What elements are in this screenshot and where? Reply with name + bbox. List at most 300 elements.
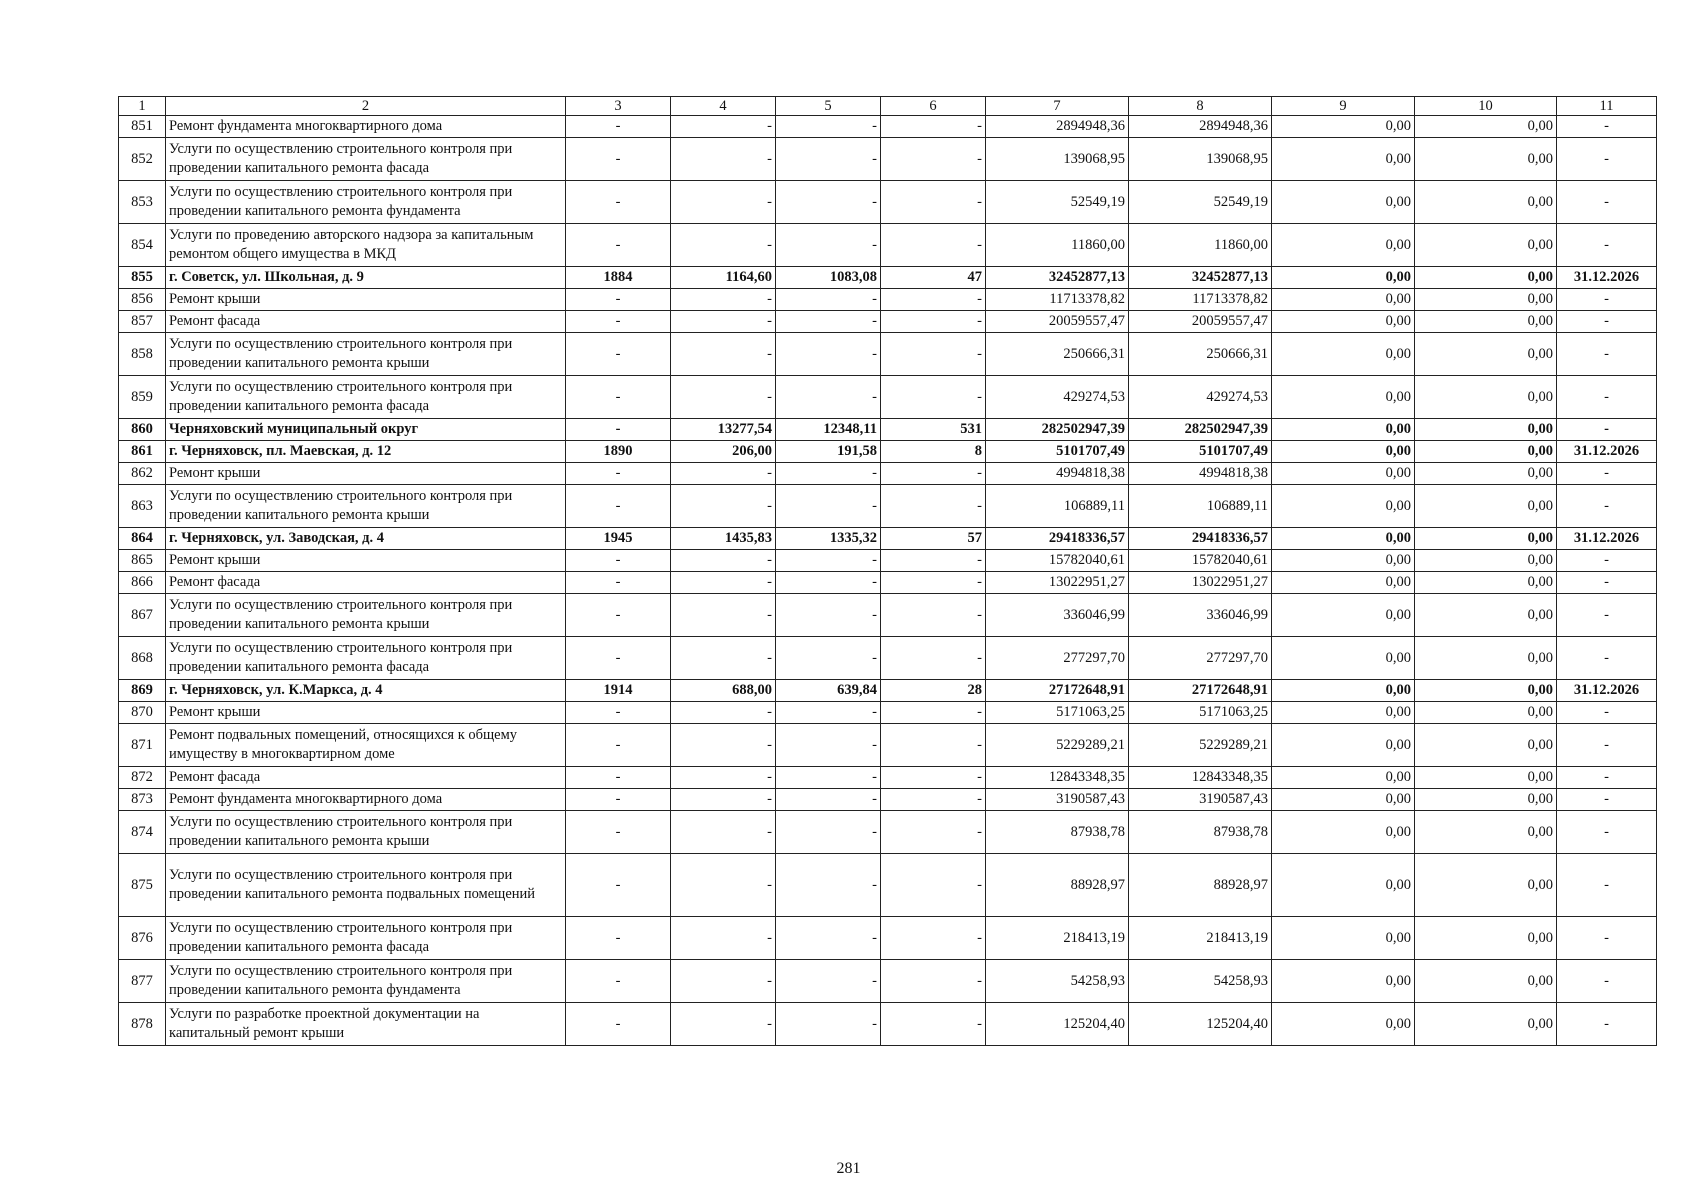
residents-cell: - [881,463,986,485]
residents-cell: - [881,1003,986,1046]
year-cell: - [566,224,671,267]
fund-cost-cell: 277297,70 [1129,637,1272,680]
row-number-cell: 873 [119,789,166,811]
work-name-cell: Услуги по осуществлению строительного контроля при проведении капитального ремонта фасада [166,376,566,419]
residents-cell: 57 [881,528,986,550]
work-name-cell: Услуги по проведению авторского надзора за капитальным ремонтом общего имущества в МКД [166,224,566,267]
total-cost-cell: 32452877,13 [986,267,1129,289]
owners-cost-cell: 0,00 [1415,333,1557,376]
table-row [119,138,1657,181]
fund-cost-cell: 125204,40 [1129,1003,1272,1046]
total-cost-cell: 13022951,27 [986,572,1129,594]
total-cost-cell: 282502947,39 [986,419,1129,441]
year-cell: - [566,463,671,485]
total-area-cell: - [671,333,776,376]
deadline-cell: - [1557,463,1657,485]
header-cell: 2 [166,97,566,116]
table-row [119,960,1657,1003]
work-name-cell: Услуги по осуществлению строительного контроля при проведении капитального ремонта крыши [166,333,566,376]
fund-cost-cell: 52549,19 [1129,181,1272,224]
residents-cell: - [881,917,986,960]
living-area-cell: - [776,594,881,637]
work-name-cell: Ремонт фундамента многоквартирного дома [166,789,566,811]
residents-cell: - [881,594,986,637]
residents-cell: - [881,572,986,594]
total-cost-cell: 277297,70 [986,637,1129,680]
total-cost-cell: 429274,53 [986,376,1129,419]
fund-cost-cell: 32452877,13 [1129,267,1272,289]
repair-schedule-table [118,96,1657,1046]
row-number-cell: 853 [119,181,166,224]
total-area-cell: - [671,637,776,680]
total-area-cell: - [671,1003,776,1046]
year-cell: - [566,960,671,1003]
owners-cost-cell: 0,00 [1415,267,1557,289]
fund-cost-cell: 20059557,47 [1129,311,1272,333]
total-area-cell: - [671,702,776,724]
row-number-cell: 857 [119,311,166,333]
living-area-cell: - [776,854,881,917]
year-cell: - [566,724,671,767]
budget-cost-cell: 0,00 [1272,267,1415,289]
total-area-cell: 688,00 [671,680,776,702]
deadline-cell: - [1557,724,1657,767]
budget-cost-cell: 0,00 [1272,376,1415,419]
owners-cost-cell: 0,00 [1415,550,1557,572]
budget-cost-cell: 0,00 [1272,116,1415,138]
total-cost-cell: 11860,00 [986,224,1129,267]
table-row [119,680,1657,702]
total-area-cell: - [671,485,776,528]
year-cell: - [566,289,671,311]
owners-cost-cell: 0,00 [1415,289,1557,311]
table-row [119,789,1657,811]
table-row [119,485,1657,528]
table-row [119,854,1657,917]
deadline-cell: - [1557,138,1657,181]
fund-cost-cell: 250666,31 [1129,333,1272,376]
living-area-cell: - [776,637,881,680]
residents-cell: - [881,311,986,333]
table-row [119,463,1657,485]
row-number-cell: 869 [119,680,166,702]
total-cost-cell: 5229289,21 [986,724,1129,767]
living-area-cell: - [776,333,881,376]
work-name-cell: г. Черняховск, пл. Маевская, д. 12 [166,441,566,463]
owners-cost-cell: 0,00 [1415,724,1557,767]
total-cost-cell: 5171063,25 [986,702,1129,724]
budget-cost-cell: 0,00 [1272,854,1415,917]
year-cell: - [566,789,671,811]
total-area-cell: - [671,594,776,637]
fund-cost-cell: 54258,93 [1129,960,1272,1003]
header-cell: 8 [1129,97,1272,116]
budget-cost-cell: 0,00 [1272,289,1415,311]
budget-cost-cell: 0,00 [1272,917,1415,960]
header-cell: 5 [776,97,881,116]
total-cost-cell: 5101707,49 [986,441,1129,463]
deadline-cell: - [1557,419,1657,441]
work-name-cell: Услуги по осуществлению строительного контроля при проведении капитального ремонта подвальных помещений [166,854,566,917]
table-row [119,1003,1657,1046]
owners-cost-cell: 0,00 [1415,138,1557,181]
table-row [119,811,1657,854]
deadline-cell: - [1557,485,1657,528]
row-number-cell: 872 [119,767,166,789]
living-area-cell: - [776,485,881,528]
total-area-cell: - [671,463,776,485]
residents-cell: - [881,376,986,419]
owners-cost-cell: 0,00 [1415,854,1557,917]
work-name-cell: Услуги по осуществлению строительного контроля при проведении капитального ремонта крыши [166,811,566,854]
total-area-cell: 1164,60 [671,267,776,289]
living-area-cell: - [776,811,881,854]
table-row [119,181,1657,224]
table-row [119,333,1657,376]
row-number-cell: 878 [119,1003,166,1046]
total-cost-cell: 218413,19 [986,917,1129,960]
header-cell: 1 [119,97,166,116]
owners-cost-cell: 0,00 [1415,637,1557,680]
year-cell: - [566,419,671,441]
living-area-cell: 1335,32 [776,528,881,550]
owners-cost-cell: 0,00 [1415,181,1557,224]
owners-cost-cell: 0,00 [1415,528,1557,550]
budget-cost-cell: 0,00 [1272,767,1415,789]
row-number-cell: 867 [119,594,166,637]
deadline-cell: - [1557,572,1657,594]
fund-cost-cell: 29418336,57 [1129,528,1272,550]
owners-cost-cell: 0,00 [1415,311,1557,333]
total-area-cell: - [671,376,776,419]
total-area-cell: - [671,181,776,224]
owners-cost-cell: 0,00 [1415,116,1557,138]
living-area-cell: - [776,1003,881,1046]
year-cell: 1914 [566,680,671,702]
table-row [119,116,1657,138]
living-area-cell: - [776,550,881,572]
deadline-cell: - [1557,594,1657,637]
work-name-cell: Услуги по осуществлению строительного контроля при проведении капитального ремонта крыши [166,485,566,528]
total-cost-cell: 20059557,47 [986,311,1129,333]
owners-cost-cell: 0,00 [1415,811,1557,854]
deadline-cell: 31.12.2026 [1557,267,1657,289]
total-area-cell: - [671,789,776,811]
budget-cost-cell: 0,00 [1272,637,1415,680]
total-cost-cell: 4994818,38 [986,463,1129,485]
year-cell: - [566,854,671,917]
year-cell: 1945 [566,528,671,550]
deadline-cell: - [1557,311,1657,333]
table-row [119,224,1657,267]
residents-cell: - [881,702,986,724]
fund-cost-cell: 87938,78 [1129,811,1272,854]
total-area-cell: - [671,854,776,917]
row-number-cell: 860 [119,419,166,441]
year-cell: - [566,333,671,376]
budget-cost-cell: 0,00 [1272,224,1415,267]
budget-cost-cell: 0,00 [1272,680,1415,702]
living-area-cell: - [776,376,881,419]
total-cost-cell: 27172648,91 [986,680,1129,702]
deadline-cell: - [1557,789,1657,811]
row-number-cell: 855 [119,267,166,289]
row-number-cell: 862 [119,463,166,485]
total-area-cell: - [671,960,776,1003]
page-number: 281 [836,1160,861,1177]
budget-cost-cell: 0,00 [1272,311,1415,333]
total-cost-cell: 29418336,57 [986,528,1129,550]
year-cell: - [566,116,671,138]
year-cell: 1890 [566,441,671,463]
fund-cost-cell: 106889,11 [1129,485,1272,528]
living-area-cell: 191,58 [776,441,881,463]
residents-cell: - [881,724,986,767]
owners-cost-cell: 0,00 [1415,376,1557,419]
budget-cost-cell: 0,00 [1272,960,1415,1003]
year-cell: - [566,572,671,594]
living-area-cell: - [776,724,881,767]
work-name-cell: Услуги по осуществлению строительного контроля при проведении капитального ремонта фасада [166,637,566,680]
total-area-cell: - [671,767,776,789]
budget-cost-cell: 0,00 [1272,702,1415,724]
header-cell: 7 [986,97,1129,116]
table-row [119,767,1657,789]
row-number-cell: 876 [119,917,166,960]
deadline-cell: - [1557,376,1657,419]
row-number-cell: 851 [119,116,166,138]
header-cell: 11 [1557,97,1657,116]
deadline-cell: - [1557,289,1657,311]
fund-cost-cell: 88928,97 [1129,854,1272,917]
header-cell: 4 [671,97,776,116]
total-area-cell: - [671,724,776,767]
header-cell: 3 [566,97,671,116]
row-number-cell: 861 [119,441,166,463]
residents-cell: - [881,550,986,572]
living-area-cell: 1083,08 [776,267,881,289]
residents-cell: - [881,485,986,528]
total-area-cell: - [671,311,776,333]
row-number-cell: 854 [119,224,166,267]
work-name-cell: г. Черняховск, ул. Заводская, д. 4 [166,528,566,550]
deadline-cell: - [1557,917,1657,960]
living-area-cell: - [776,702,881,724]
residents-cell: 47 [881,267,986,289]
year-cell: - [566,767,671,789]
total-cost-cell: 12843348,35 [986,767,1129,789]
living-area-cell: - [776,960,881,1003]
work-name-cell: Услуги по осуществлению строительного контроля при проведении капитального ремонта фасада [166,138,566,181]
budget-cost-cell: 0,00 [1272,550,1415,572]
row-number-cell: 865 [119,550,166,572]
total-cost-cell: 88928,97 [986,854,1129,917]
table-row [119,289,1657,311]
total-area-cell: - [671,224,776,267]
fund-cost-cell: 2894948,36 [1129,116,1272,138]
residents-cell: - [881,138,986,181]
residents-cell: - [881,181,986,224]
deadline-cell: - [1557,637,1657,680]
total-area-cell: - [671,550,776,572]
fund-cost-cell: 5171063,25 [1129,702,1272,724]
work-name-cell: Ремонт фасада [166,311,566,333]
deadline-cell: - [1557,811,1657,854]
living-area-cell: - [776,463,881,485]
fund-cost-cell: 5101707,49 [1129,441,1272,463]
total-area-cell: - [671,289,776,311]
deadline-cell: 31.12.2026 [1557,441,1657,463]
row-number-cell: 859 [119,376,166,419]
table-row [119,724,1657,767]
table-row [119,267,1657,289]
year-cell: - [566,376,671,419]
total-cost-cell: 15782040,61 [986,550,1129,572]
year-cell: - [566,485,671,528]
year-cell: - [566,181,671,224]
budget-cost-cell: 0,00 [1272,811,1415,854]
fund-cost-cell: 11713378,82 [1129,289,1272,311]
total-cost-cell: 52549,19 [986,181,1129,224]
total-cost-cell: 3190587,43 [986,789,1129,811]
owners-cost-cell: 0,00 [1415,789,1557,811]
work-name-cell: Черняховский муниципальный округ [166,419,566,441]
budget-cost-cell: 0,00 [1272,594,1415,637]
total-cost-cell: 87938,78 [986,811,1129,854]
residents-cell: - [881,789,986,811]
residents-cell: - [881,333,986,376]
work-name-cell: Ремонт крыши [166,463,566,485]
residents-cell: - [881,637,986,680]
budget-cost-cell: 0,00 [1272,572,1415,594]
budget-cost-cell: 0,00 [1272,485,1415,528]
fund-cost-cell: 27172648,91 [1129,680,1272,702]
owners-cost-cell: 0,00 [1415,1003,1557,1046]
year-cell: - [566,811,671,854]
year-cell: - [566,1003,671,1046]
budget-cost-cell: 0,00 [1272,138,1415,181]
work-name-cell: Ремонт фундамента многоквартирного дома [166,116,566,138]
fund-cost-cell: 15782040,61 [1129,550,1272,572]
budget-cost-cell: 0,00 [1272,419,1415,441]
living-area-cell: - [776,767,881,789]
residents-cell: 8 [881,441,986,463]
column-number-header [119,97,1657,116]
owners-cost-cell: 0,00 [1415,419,1557,441]
year-cell: - [566,917,671,960]
fund-cost-cell: 5229289,21 [1129,724,1272,767]
budget-cost-cell: 0,00 [1272,181,1415,224]
owners-cost-cell: 0,00 [1415,917,1557,960]
work-name-cell: Услуги по осуществлению строительного контроля при проведении капитального ремонта фундамента [166,181,566,224]
work-name-cell: Ремонт крыши [166,702,566,724]
fund-cost-cell: 13022951,27 [1129,572,1272,594]
owners-cost-cell: 0,00 [1415,960,1557,1003]
budget-cost-cell: 0,00 [1272,724,1415,767]
owners-cost-cell: 0,00 [1415,594,1557,637]
table-row [119,572,1657,594]
living-area-cell: - [776,224,881,267]
header-cell: 10 [1415,97,1557,116]
deadline-cell: - [1557,550,1657,572]
residents-cell: - [881,767,986,789]
living-area-cell: - [776,311,881,333]
work-name-cell: г. Советск, ул. Школьная, д. 9 [166,267,566,289]
row-number-cell: 868 [119,637,166,680]
work-name-cell: г. Черняховск, ул. К.Маркса, д. 4 [166,680,566,702]
fund-cost-cell: 429274,53 [1129,376,1272,419]
table-row [119,917,1657,960]
deadline-cell: - [1557,181,1657,224]
residents-cell: - [881,116,986,138]
table-row [119,594,1657,637]
work-name-cell: Услуги по осуществлению строительного контроля при проведении капитального ремонта фундамента [166,960,566,1003]
total-cost-cell: 125204,40 [986,1003,1129,1046]
work-name-cell: Ремонт подвальных помещений, относящихся к общему имуществу в многоквартирном доме [166,724,566,767]
residents-cell: 531 [881,419,986,441]
living-area-cell: - [776,116,881,138]
total-cost-cell: 250666,31 [986,333,1129,376]
year-cell: 1884 [566,267,671,289]
living-area-cell: - [776,289,881,311]
year-cell: - [566,637,671,680]
year-cell: - [566,550,671,572]
header-cell: 6 [881,97,986,116]
residents-cell: - [881,854,986,917]
total-cost-cell: 106889,11 [986,485,1129,528]
header-cell: 9 [1272,97,1415,116]
total-area-cell: 13277,54 [671,419,776,441]
work-name-cell: Услуги по осуществлению строительного контроля при проведении капитального ремонта крыши [166,594,566,637]
total-cost-cell: 54258,93 [986,960,1129,1003]
budget-cost-cell: 0,00 [1272,1003,1415,1046]
row-number-cell: 874 [119,811,166,854]
table-row [119,376,1657,419]
deadline-cell: - [1557,224,1657,267]
fund-cost-cell: 11860,00 [1129,224,1272,267]
fund-cost-cell: 4994818,38 [1129,463,1272,485]
living-area-cell: 639,84 [776,680,881,702]
owners-cost-cell: 0,00 [1415,224,1557,267]
total-area-cell: - [671,811,776,854]
fund-cost-cell: 12843348,35 [1129,767,1272,789]
row-number-cell: 858 [119,333,166,376]
total-area-cell: - [671,138,776,181]
residents-cell: - [881,960,986,1003]
deadline-cell: 31.12.2026 [1557,528,1657,550]
table-row [119,419,1657,441]
table-row [119,441,1657,463]
fund-cost-cell: 3190587,43 [1129,789,1272,811]
total-area-cell: - [671,917,776,960]
deadline-cell: - [1557,333,1657,376]
row-number-cell: 871 [119,724,166,767]
total-area-cell: 1435,83 [671,528,776,550]
living-area-cell: - [776,181,881,224]
row-number-cell: 866 [119,572,166,594]
row-number-cell: 852 [119,138,166,181]
budget-cost-cell: 0,00 [1272,789,1415,811]
fund-cost-cell: 139068,95 [1129,138,1272,181]
deadline-cell: - [1557,1003,1657,1046]
work-name-cell: Ремонт крыши [166,289,566,311]
total-cost-cell: 2894948,36 [986,116,1129,138]
deadline-cell: - [1557,960,1657,1003]
work-name-cell: Услуги по осуществлению строительного контроля при проведении капитального ремонта фасада [166,917,566,960]
living-area-cell: - [776,789,881,811]
residents-cell: - [881,224,986,267]
table-row [119,528,1657,550]
